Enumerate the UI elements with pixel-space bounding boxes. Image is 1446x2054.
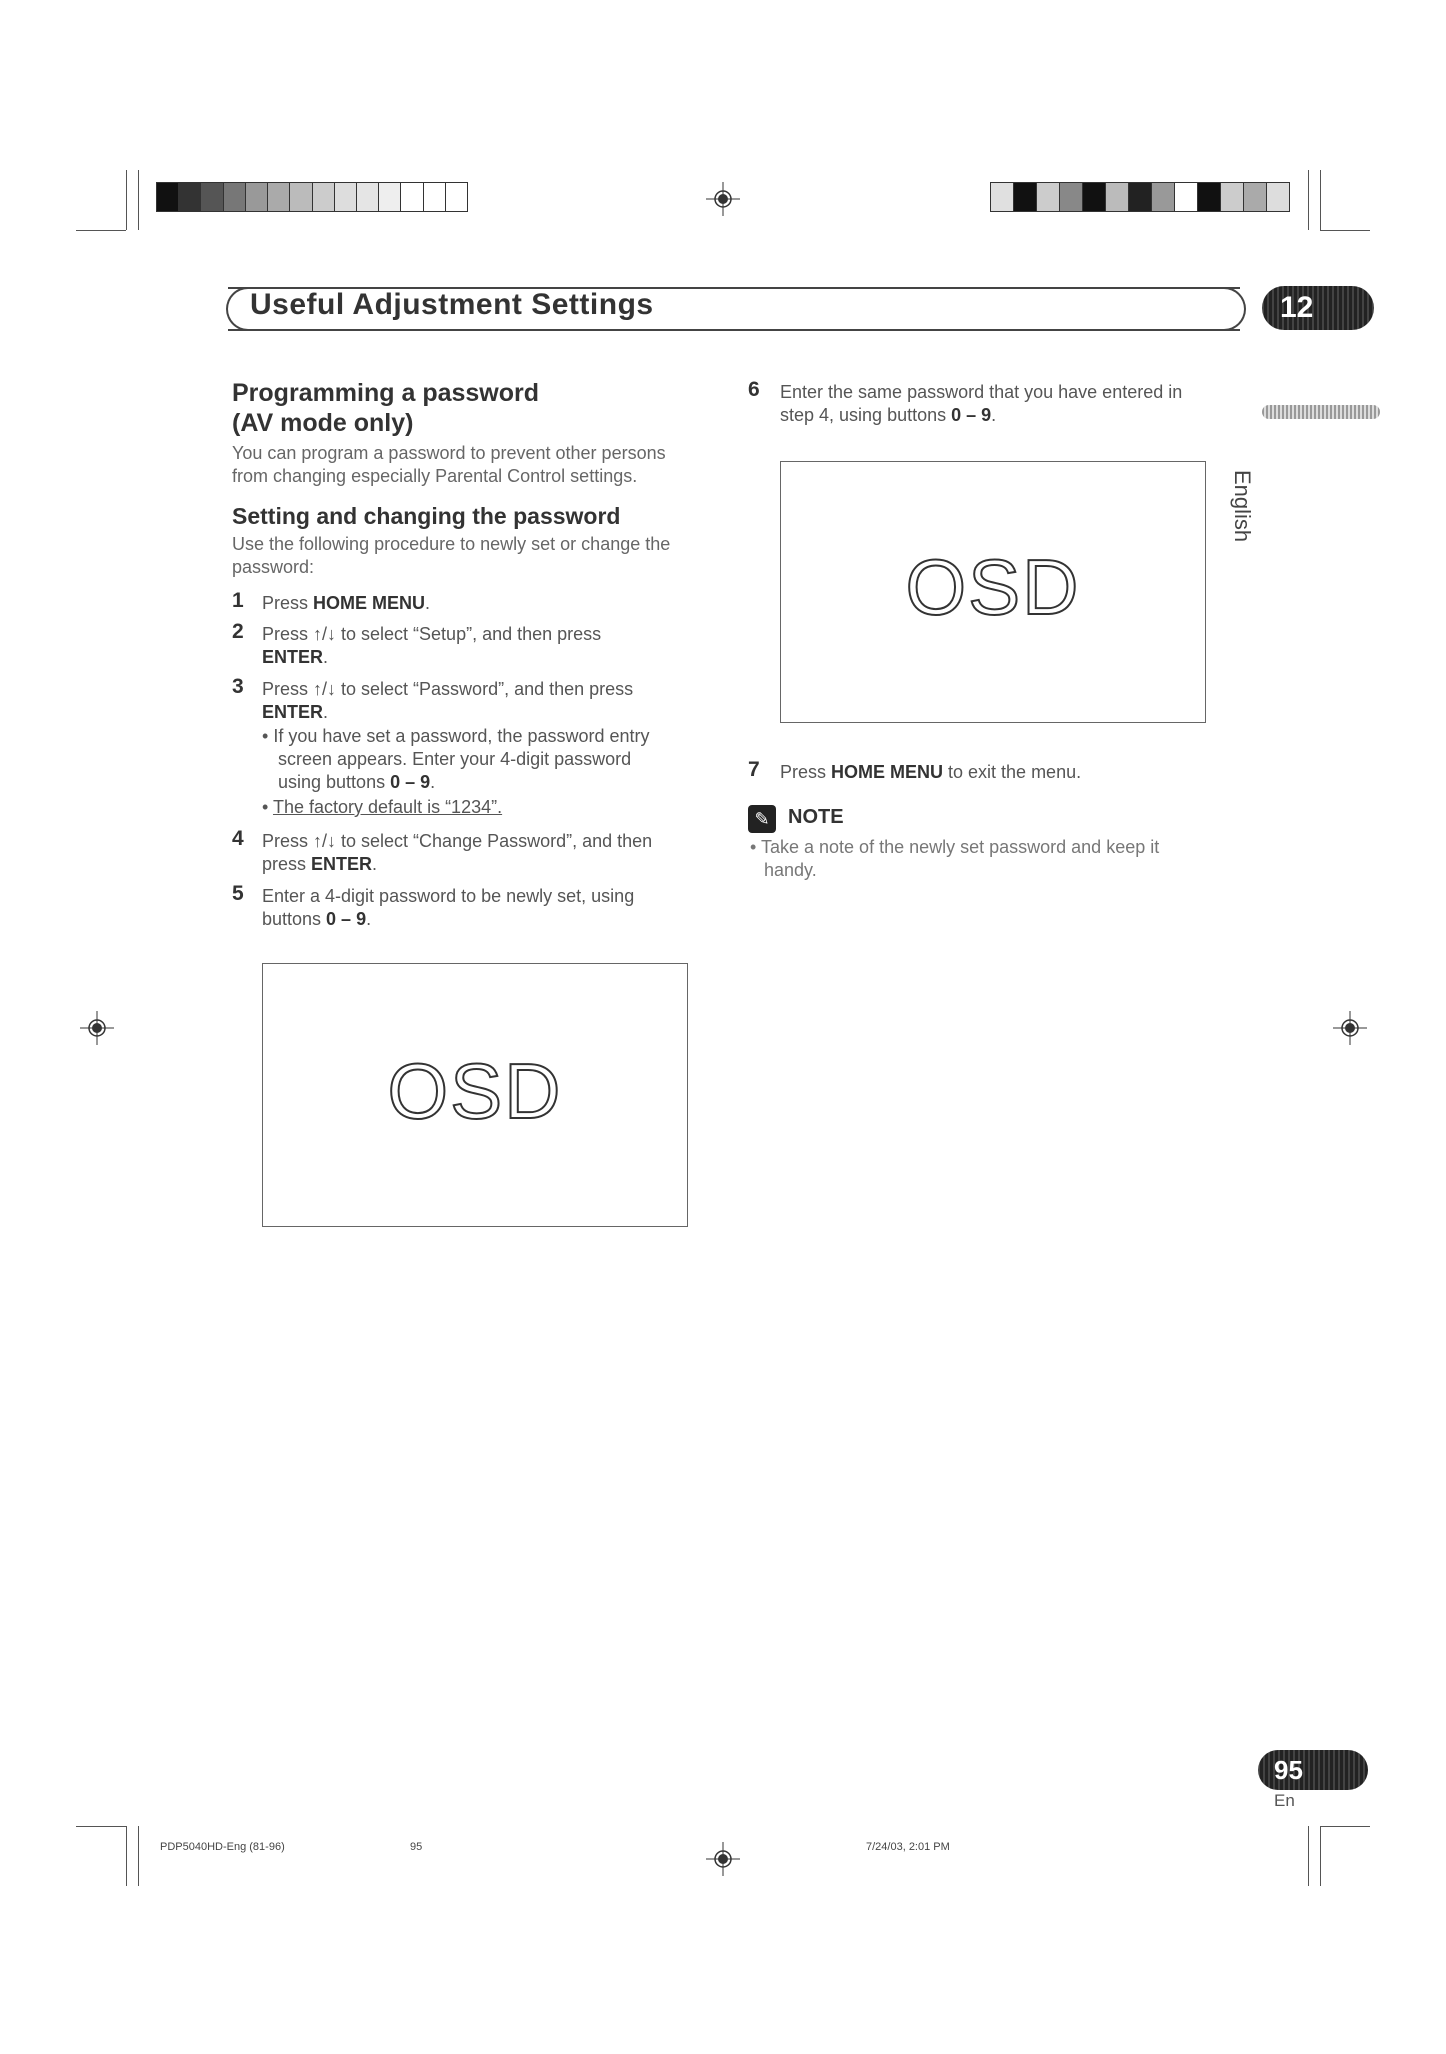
footer-timestamp: 7/24/03, 2:01 PM [866,1841,950,1853]
step-number: 5 [232,882,244,905]
color-test-strip [156,182,468,212]
crop-mark [1320,1826,1370,1827]
list-item: • The factory default is “1234”. [262,797,503,817]
crop-mark [1308,1826,1309,1886]
crop-mark [138,170,139,230]
step-text: Enter a 4-digit password to be newly set, using buttons 0 – 9. [262,886,635,929]
intro-text: You can program a password to prevent other persons from changing especially Parental Control settings. [232,443,666,486]
note-text: • Take a note of the newly set password and keep it handy. [750,837,1160,880]
step-text: Enter the same password that you have entered in step 4, using buttons 0 – 9. [780,382,1183,425]
registration-mark-icon [80,1011,114,1045]
step-text: Press ↑/↓ to select “Setup”, and then press ENTER. [262,624,602,667]
color-test-strip [990,182,1290,212]
crop-mark [126,1826,127,1886]
crop-mark [76,230,126,231]
chapter-badge: 12 [1262,286,1374,330]
step-text: Press HOME MENU. [262,593,431,613]
sub-intro-text: Use the following procedure to newly set or change the password: [232,534,671,577]
step-text: Press HOME MENU to exit the menu. [780,762,1082,782]
registration-mark-icon [706,182,740,216]
crop-mark [138,1826,139,1886]
step-number: 7 [748,758,760,781]
osd-label: OSD [905,543,1081,631]
osd-label: OSD [387,1047,563,1135]
registration-mark-icon [706,1842,740,1876]
side-tab-language: English [1230,470,1255,543]
list-item: • If you have set a password, the password entry screen appears. Enter your 4-digit password using buttons 0 – 9. [262,726,650,792]
header-frame [1222,287,1246,331]
page-number-badge: 95 [1258,1750,1368,1790]
registration-mark-icon [1333,1011,1367,1045]
crop-mark [1308,170,1309,230]
section-heading: Programming a password (AV mode only) [232,379,540,437]
note-label: NOTE [788,806,844,828]
osd-screen-placeholder [262,963,688,1227]
crop-mark [76,1826,126,1827]
footer-file-name: PDP5040HD-Eng (81-96) [160,1841,285,1853]
step-number: 1 [232,589,244,612]
side-tab-bar [1262,405,1380,419]
step-number: 3 [232,675,244,698]
step-text: Press ↑/↓ to select “Change Password”, and then press ENTER. [262,831,653,874]
step-number: 6 [748,378,760,401]
pencil-icon: ✎ [748,805,776,833]
crop-mark [1320,230,1370,231]
page-language-code: En [1274,1791,1295,1810]
step-number: 4 [232,827,244,850]
crop-mark [1320,170,1321,230]
section-title: Useful Adjustment Settings [250,288,654,321]
step-text: Press ↑/↓ to select “Password”, and then press ENTER. [262,679,634,722]
footer-page: 95 [410,1841,423,1853]
subheading: Setting and changing the password [232,503,621,529]
crop-mark [1320,1826,1321,1886]
osd-screen-placeholder [780,461,1206,723]
step-number: 2 [232,620,244,643]
crop-mark [126,170,127,230]
